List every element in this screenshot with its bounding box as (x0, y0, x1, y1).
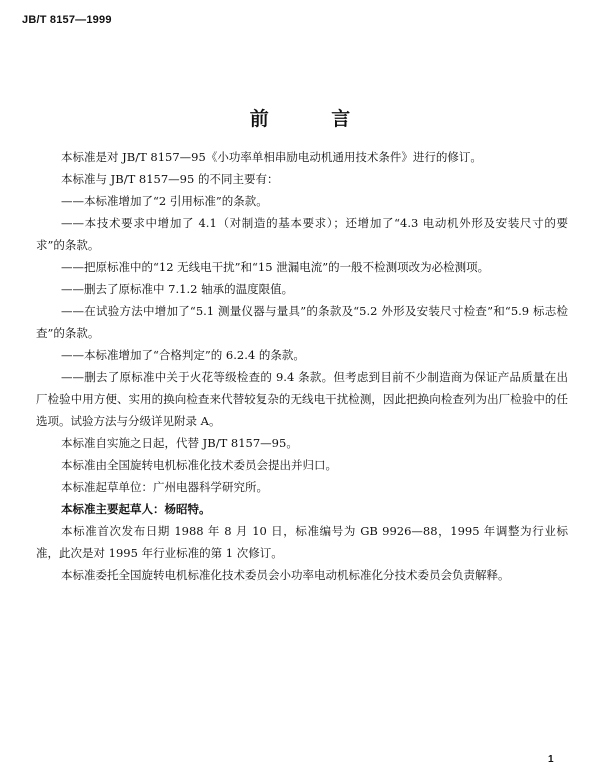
paragraph-change-references: ——本标准增加了“2 引用标准”的条款。 (61, 194, 268, 208)
paragraph-change-conformity: ——本标准增加了“合格判定”的 6.2.4 的条款。 (61, 348, 305, 362)
paragraph-differences-intro: 本标准与 JB/T 8157—95 的不同主要有： (61, 172, 279, 186)
paragraph-supersedes: 本标准自实施之日起，代替 JB/T 8157—95。 (61, 436, 298, 450)
page-number: 1 (548, 754, 554, 765)
standard-code-header: JB/T 8157—1999 (22, 14, 112, 26)
paragraph-release-history: 本标准首次发布日期 1988 年 8 月 10 日，标准编号为 GB 9926—88，1995 年调整为行业标准，此次是对 1995 年行业标准的第 1 次修订。 (36, 524, 568, 560)
paragraph-change-bearing-temperature: ——删去了原标准中 7.1.2 轴承的温度限值。 (61, 282, 294, 296)
paragraph-revision-statement: 本标准是对 JB/T 8157—95《小功率单相串励电动机通用技术条件》进行的修订。 (61, 150, 482, 164)
paragraph-main-drafter: 本标准主要起草人：杨昭特。 (61, 502, 211, 516)
paragraph-change-mandatory-tests: ——把原标准中的“12 无线电干扰”和“15 泄漏电流”的一般不检测项改为必检测项。 (61, 260, 490, 274)
paragraph-change-spark-grade: ——删去了原标准中关于火花等级检查的 9.4 条款。但考虑到目前不少制造商为保证产品质量在出厂检验中用方便、实用的换向检查来代替较复杂的无线电干扰检测，因此把换向检查列为出厂检验中的任选项。试验方法与分级详见附录 A。 (36, 370, 568, 428)
document-body (36, 146, 568, 586)
paragraph-interpretation: 本标准委托全国旋转电机标准化技术委员会小功率电动机标准化分技术委员会负责解释。 (61, 568, 510, 582)
paragraph-change-test-methods: ——在试验方法中增加了“5.1 测量仪器与量具”的条款及“5.2 外形及安装尺寸检查”和“5.9 标志检查”的条款。 (36, 304, 568, 340)
paragraph-proposed-by: 本标准由全国旋转电机标准化技术委员会提出并归口。 (61, 458, 337, 472)
paragraph-drafting-unit: 本标准起草单位：广州电器科学研究所。 (61, 480, 268, 494)
page-title: 前 言 (249, 108, 379, 130)
paragraph-change-technical-requirements: ——本技术要求中增加了 4.1（对制造的基本要求）；还增加了“4.3 电动机外形及安装尺寸的要求”的条款。 (36, 216, 568, 252)
